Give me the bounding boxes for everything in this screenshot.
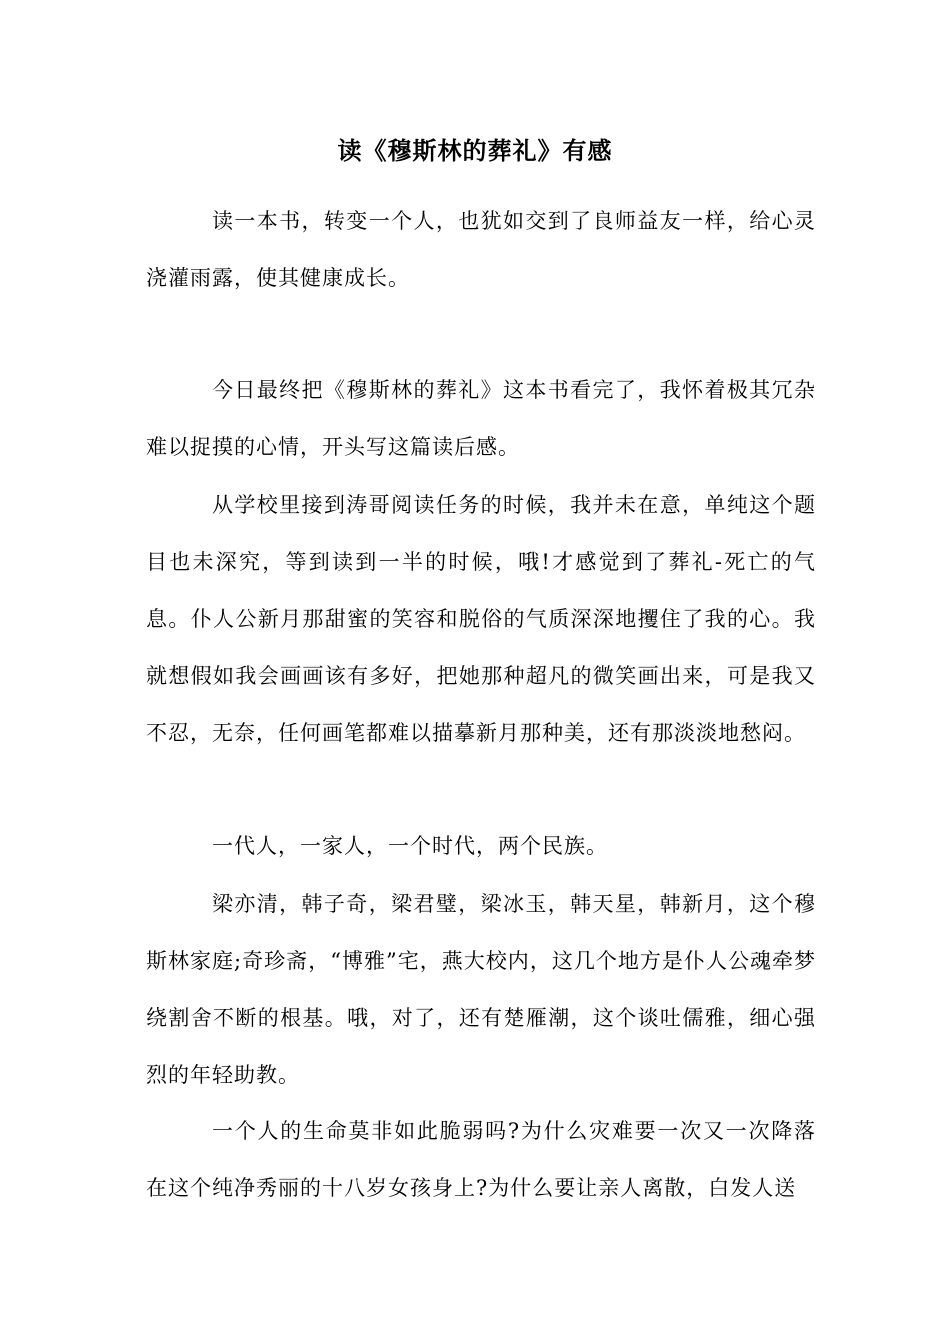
paragraph-3: 从学校里接到涛哥阅读任务的时候，我并未在意，单纯这个题目也未深究，等到读到一半的时候，哦!才感觉到了葬礼-死亡的气息。仆人公新月那甜蜜的笑容和脱俗的气质深深地攫住了我的心。我就想假如我会画画该有多好，把她那种超凡的微笑画出来，可是我又不忍，无奈，任何画笔都难以描摹新月那种美，还有那淡淡地愁闷。 <box>146 493 816 745</box>
paragraph-6: 一个人的生命莫非如此脆弱吗?为什么灾难要一次又一次降落在这个纯净秀丽的十八岁女孩身上?为什么要让亲人离散，白发人送 <box>146 1119 816 1200</box>
paragraph-2: 今日最终把《穆斯林的葬礼》这本书看完了，我怀着极其冗杂难以捉摸的心情，开头写这篇读后感。 <box>146 378 816 459</box>
paragraph-5: 梁亦清，韩子奇，梁君璧，梁冰玉，韩天星，韩新月，这个穆斯林家庭;奇珍斋，“博雅”宅，燕大校内，这几个地方是仆人公魂牵梦绕割舍不断的根基。哦，对了，还有楚雁潮，这个谈吐儒雅，细心强烈的年轻助教。 <box>146 892 816 1087</box>
document-title: 读《穆斯林的葬礼》有感 <box>337 136 613 165</box>
paragraph-4: 一代人，一家人，一个时代，两个民族。 <box>212 834 608 858</box>
paragraph-1: 读一本书，转变一个人，也犹如交到了良师益友一样，给心灵浇灌雨露，使其健康成长。 <box>146 209 816 290</box>
